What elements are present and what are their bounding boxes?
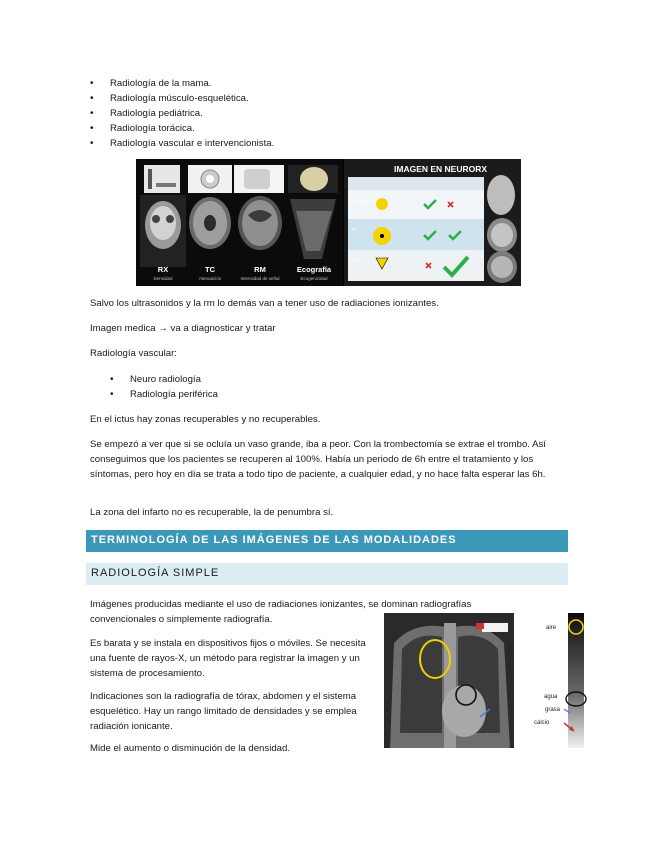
paragraph: Imágenes producidas mediante el uso de radiaciones ionizantes, se dominan radiografías convencionales o simplemente radiografía. [90,599,472,625]
paragraph: Indicaciones son la radiografía de tórax, abdomen y el sistema esquelético. Hay un rango limitado de densidades y se emplea radiación ionicante. [90,691,357,732]
modality-sublabel: Ecogenicidad [300,276,328,281]
modality-label: RM [254,265,266,274]
subsection-heading: RADIOLOGÍA SIMPLE [86,563,568,585]
modality-label: RX [157,265,169,274]
row-label: RM [351,258,358,263]
paragraph: En el ictus hay zonas recuperables y no recuperables. [90,414,321,425]
density-label: calcio [534,720,550,726]
modality-sublabel: Atenuación [198,276,222,281]
table-title: IMAGEN EN NEURORX [394,164,488,174]
paragraph: Se empezó a ver que si se ocluía un vaso grande, iba a peor. Con la trombectomía se extrae el trombo. Así conseguimos que los pacientes se recuperen al 100%. Había un periodo de 6h entre el tratamiento y los síntomas, pero hoy en día se trata a todo tipo de paciente, a cualquier edad, y no hace falta esperar las 6h. [90,439,546,480]
paragraph: Mide el aumento o disminución de la densidad. [90,743,290,754]
document-page: Radiología de la mama. Radiología músculo-esquelética. Radiología pediátrica. Radiología torácica. Radiología vascular e intervencionista. RX Densidad TC Atenuación RM Intensidad de señal Ecografía Ecogenicidad IMAGEN EN NEURORX RX Simple TC RM Salvo los ultrasonidos y la rm lo demás van a tener uso de radiaciones ionizantes. Imagen medica → va a diagnosticar y tratar Radiología vascular: Neuro radiología Radiología periférica En el ictus hay zonas recuperables y no recuperables. Se empezó a ver que si se ocluía un vaso grande, iba a peor. Con la trombectomía se extrae el trombo. Así conseguimos que los pacientes se recuperen al 100%. Había un periodo de 6h entre el tratamiento y los síntomas, pero hoy en día se trata a todo tipo de paciente, a cualquier edad, y no hace falta esperar las 6h. La zona del infarto no es recuperable, la de penumbra sí. TERMINOLOGÍA DE LAS IMÁGENES DE LAS MODALIDADES RADIOLOGÍA SIMPLE Imágenes producidas mediante el uso de radiaciones ionizantes, se dominan radiografías convencionales o simplemente radiografía. Es barata y se instala en dispositivos fijos o móviles. Se necesita una fuente de rayos-X, un método para registrar la imagen y un sistema de procesamiento. Indicaciones son la radiografía de tórax, abdomen y el sistema esquelético. Hay un rango limitado de densidades y se emplea radiación ionicante. Mide el aumento o disminución de la densidad. aire agua grasa calcio [0,0,655,848]
modalities-figure [136,159,521,286]
chest-xray-figure [384,613,616,748]
paragraph: Radiología vascular: [90,348,177,359]
modality-sublabel: Intensidad de señal [240,276,280,281]
section-heading: TERMINOLOGÍA DE LAS IMÁGENES DE LAS MODALIDADES [86,530,568,552]
paragraph: Salvo los ultrasonidos y la rm lo demás van a tener uso de radiaciones ionizantes. [90,298,439,309]
row-label: TC [351,227,357,232]
paragraph: Imagen medica → va a diagnosticar y tratar [90,323,276,334]
density-label: aire [546,625,557,631]
density-label: agua [544,694,558,700]
modality-sublabel: Densidad [153,276,173,281]
paragraph: La zona del infarto no es recuperable, la de penumbra sí. [90,507,334,518]
modality-label: Ecografía [296,265,332,274]
modality-label: TC [205,265,215,274]
density-label: grasa [545,707,561,713]
paragraph: Es barata y se instala en dispositivos fijos o móviles. Se necesita una fuente de rayos-X, un método para registrar la imagen y un sistema de procesamiento. [90,638,366,679]
row-label: RX Simple [351,198,373,203]
